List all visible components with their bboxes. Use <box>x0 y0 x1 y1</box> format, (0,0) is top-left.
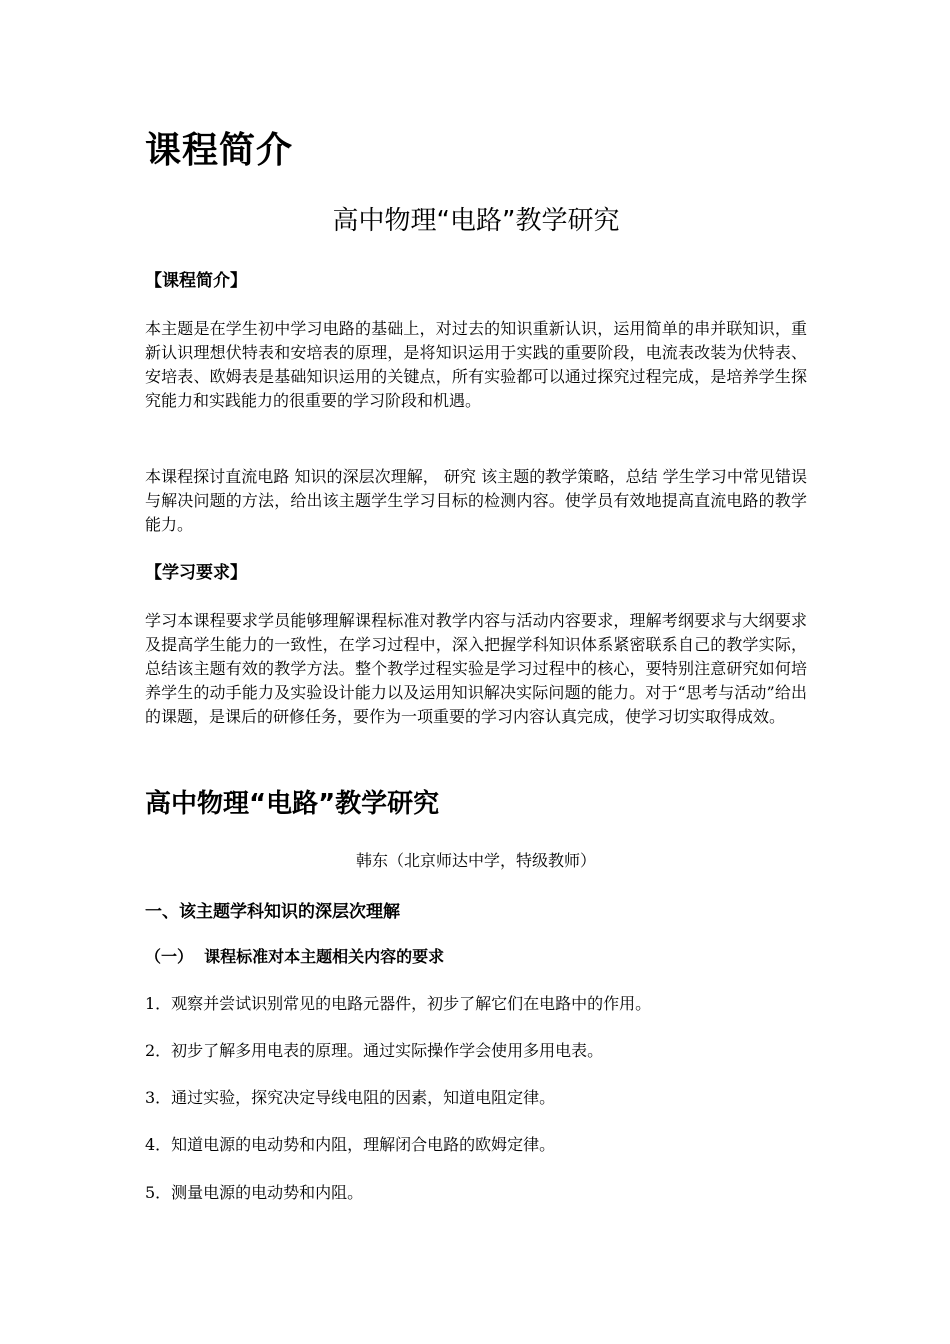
requirements-paragraph: 学习本课程要求学员能够理解课程标准对教学内容与活动内容要求，理解考纲要求与大纲要求及提高学生能力的一致性，在学习过程中，深入把握学科知识体系紧密联系自己的教学实际，总结该主题有效的教学方法。整个教学过程实验是学习过程中的核心，要特别注意研究如何培养学生的动手能力及实验设计能力以及运用知识解决实际问题的能力。对于“思考与活动”给出的课题，是课后的研修任务，要作为一项重要的学习内容认真完成，使学习切实取得成效。 <box>145 611 807 726</box>
requirements-heading: 【学习要求】 <box>145 563 247 583</box>
subsection-heading-1: （一） 课程标准对本主题相关内容的要求 <box>145 947 445 966</box>
document-title: 高中物理“电路”教学研究 <box>332 206 620 236</box>
intro-paragraph-2: 本课程探讨直流电路 知识的深层次理解， 研究 该主题的教学策略，总结 学生学习中常见错误与解决问题的方法，给出该主题学生学习目标的检测内容。使学员有效地提高直流电路的教学能力。 <box>145 467 807 534</box>
list-item: 4．知道电源的电动势和内阻，理解闭合电路的欧姆定律。 <box>145 1135 556 1154</box>
list-item: 2．初步了解多用电表的原理。通过实际操作学会使用多用电表。 <box>145 1041 604 1060</box>
list-item: 5．测量电源的电动势和内阻。 <box>145 1183 364 1202</box>
intro-heading: 【课程简介】 <box>145 271 247 291</box>
section-title: 高中物理“电路”教学研究 <box>145 789 440 819</box>
page-heading: 课程简介 <box>145 130 294 171</box>
author-line: 韩东（北京师达中学，特级教师） <box>355 851 596 870</box>
list-item: 1．观察并尝试识别常见的电路元器件，初步了解它们在电路中的作用。 <box>145 994 652 1013</box>
list-item: 3．通过实验，探究决定导线电阻的因素，知道电阻定律。 <box>145 1088 556 1107</box>
intro-paragraph-1: 本主题是在学生初中学习电路的基础上，对过去的知识重新认识，运用简单的串并联知识，重新认识理想伏特表和安培表的原理，是将知识运用于实践的重要阶段，电流表改装为伏特表、安培表、欧姆表是基础知识运用的关键点，所有实验都可以通过探究过程完成，是培养学生探究能力和实践能力的很重要的学习阶段和机遇。 <box>145 319 807 410</box>
section-heading-1: 一、该主题学科知识的深层次理解 <box>145 902 400 922</box>
